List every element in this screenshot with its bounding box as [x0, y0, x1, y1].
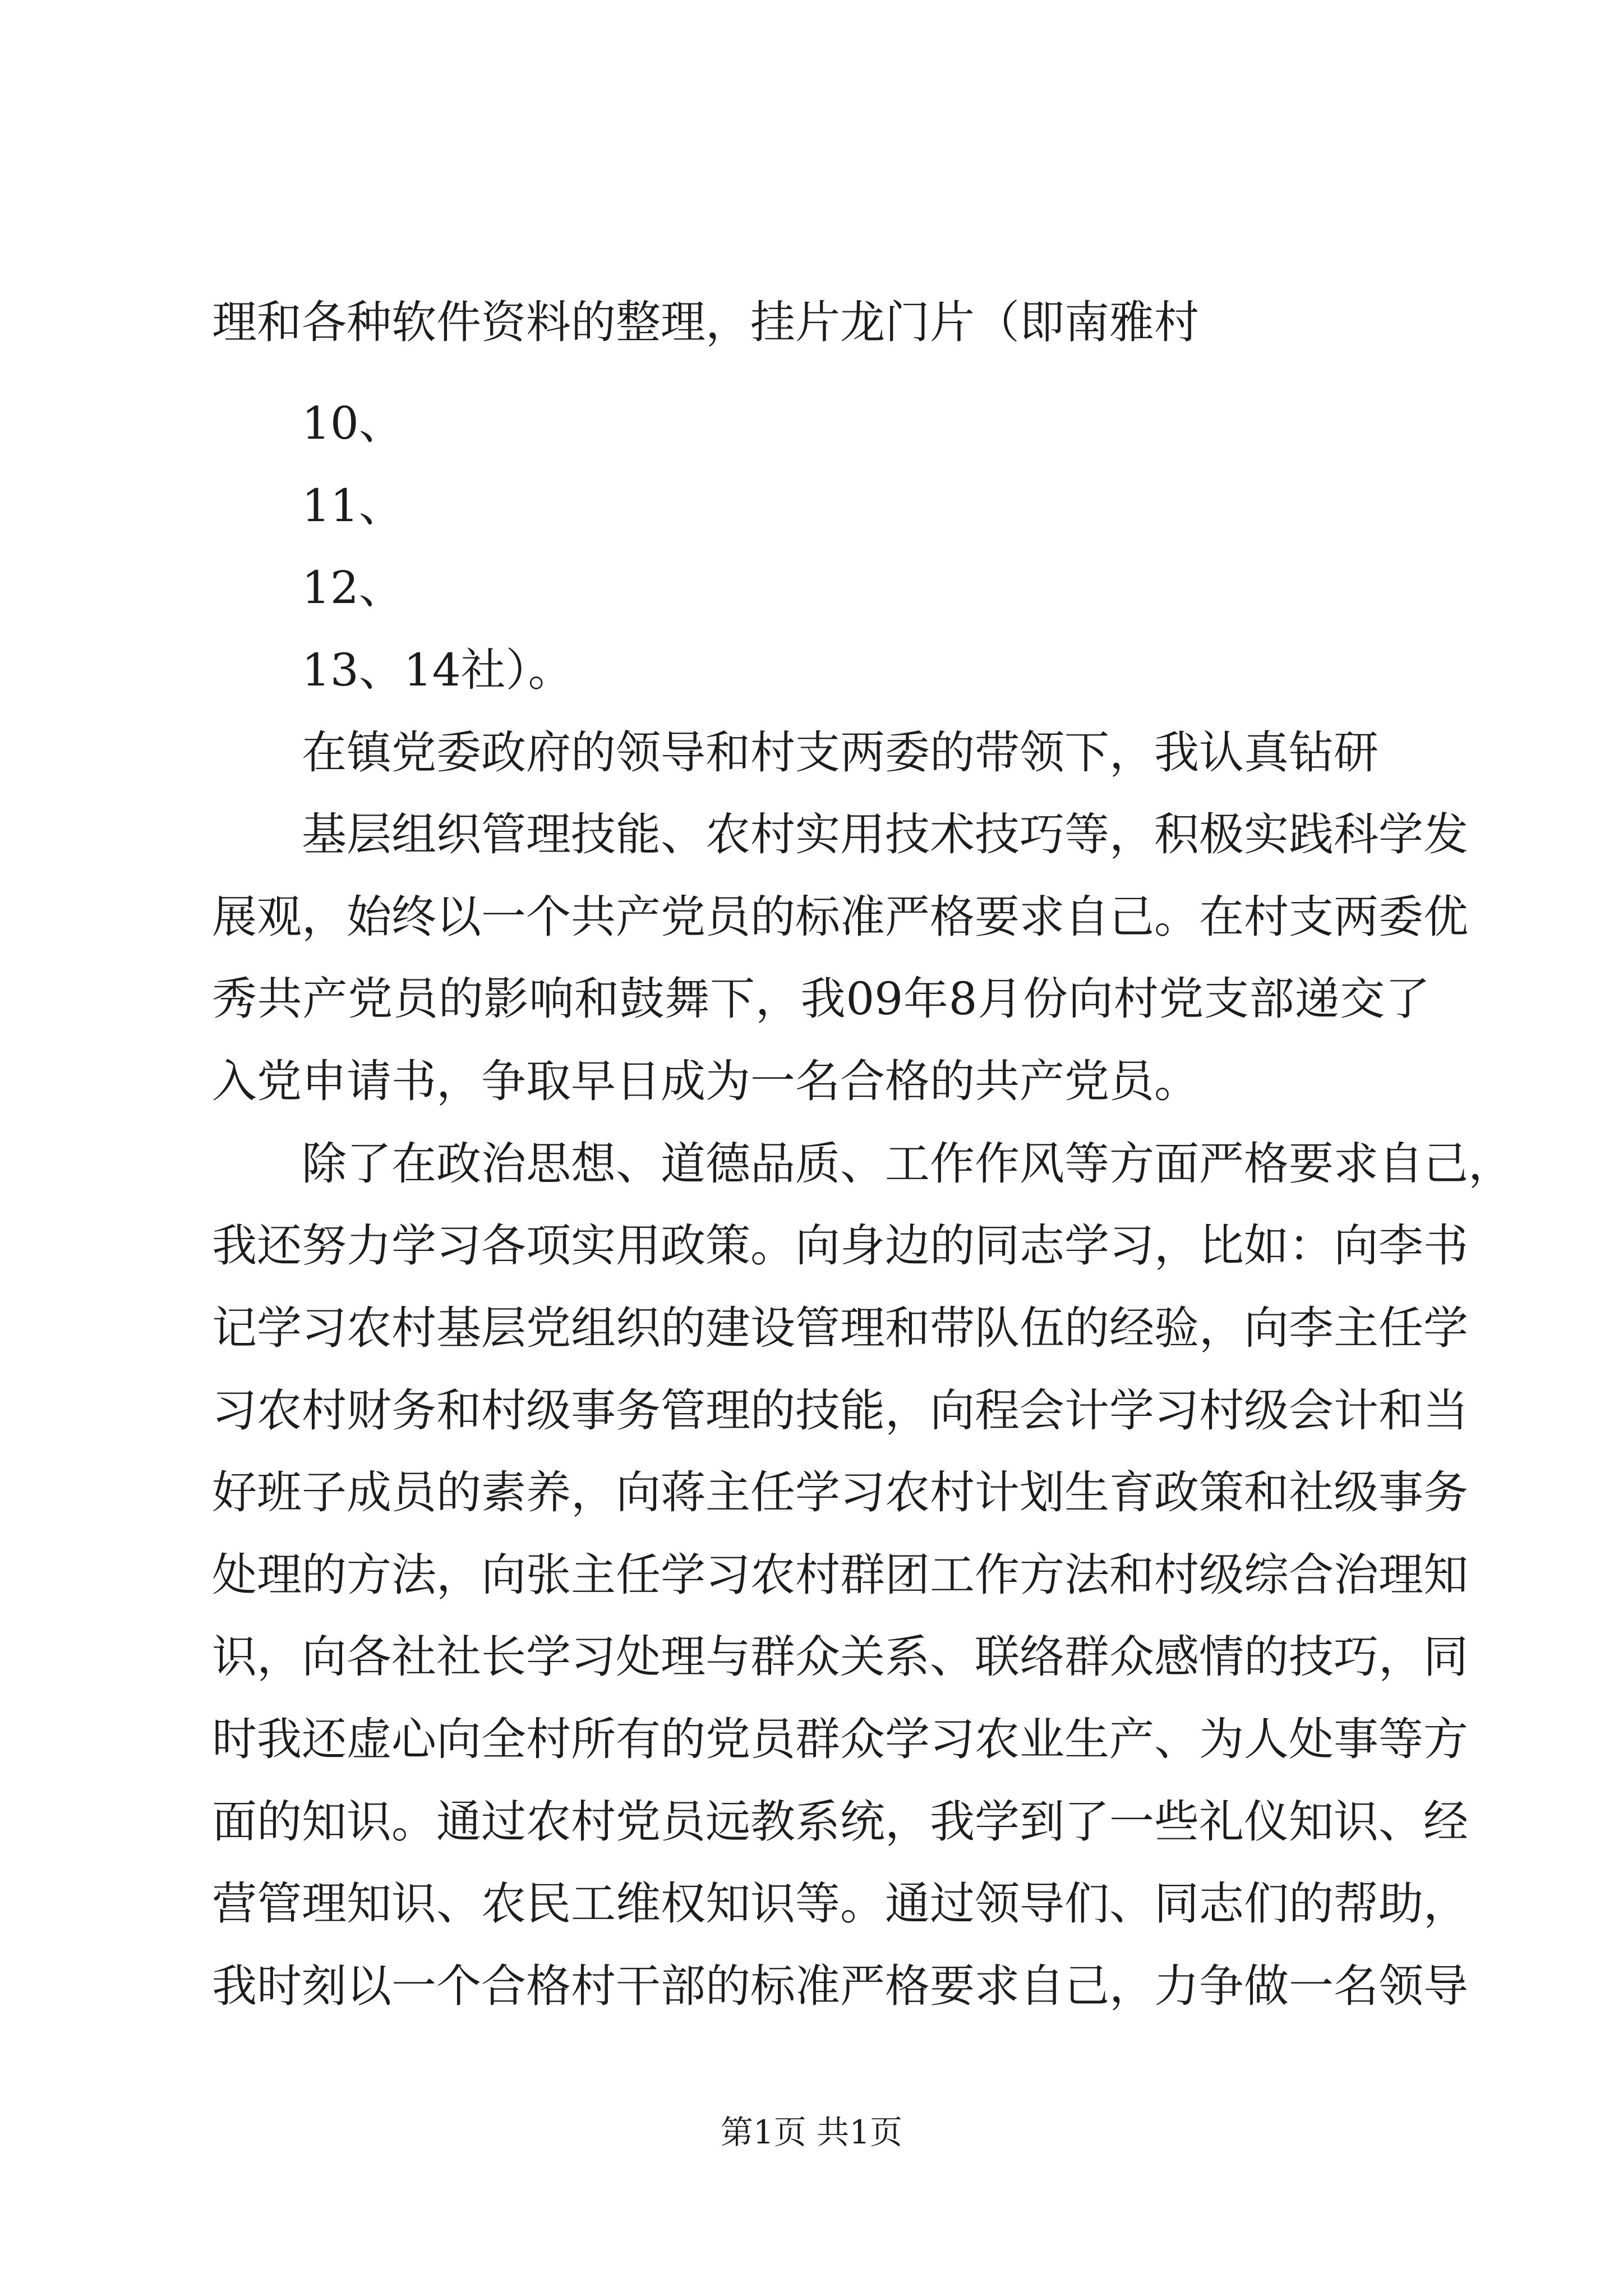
text-line: 在镇党委政府的领导和村支两委的带领下，我认真钻研 [302, 726, 1378, 779]
text-line: 处理的方法，向张主任学习农村群团工作方法和村级综合治理知 [212, 1549, 1468, 1601]
text-line: 展观，始终以一个共产党员的标准严格要求自己。在村支两委优 [212, 891, 1468, 943]
text-line: 我还努力学习各项实用政策。向身边的同志学习，比如：向李书 [212, 1220, 1468, 1272]
text-line: 11、 [302, 480, 404, 532]
text-line: 12、 [302, 562, 404, 614]
text-line: 10、 [302, 397, 404, 449]
page-footer: 第1页 共1页 [720, 2113, 903, 2151]
text-line: 基层组织管理技能、农村实用技术技巧等，积极实践科学发 [302, 808, 1468, 861]
text-line: 记学习农村基层党组织的建设管理和带队伍的经验，向李主任学 [212, 1302, 1468, 1354]
text-line: 识，向各社社长学习处理与群众关系、联络群众感情的技巧，同 [212, 1631, 1468, 1683]
text-line: 营管理知识、农民工维权知识等。通过领导们、同志们的帮助， [212, 1878, 1468, 1930]
text-line: 时我还虚心向全村所有的党员群众学习农业生产、为人处事等方 [212, 1713, 1468, 1765]
text-line: 秀共产党员的影响和鼓舞下，我09年8月份向村党支部递交了 [212, 973, 1430, 1025]
text-line: 除了在政治思想、道德品质、工作作风等方面严格要求自己， [302, 1138, 1513, 1190]
text-line: 好班子成员的素养，向蒋主任学习农村计划生育政策和社级事务 [212, 1466, 1468, 1519]
text-line: 理和各种软件资料的整理，挂片龙门片（即南雅村 [212, 296, 1199, 348]
text-line: 习农村财务和村级事务管理的技能，向程会计学习村级会计和当 [212, 1384, 1468, 1437]
text-line: 13、14社）。 [302, 644, 573, 696]
text-line: 面的知识。通过农村党员远教系统，我学到了一些礼仪知识、经 [212, 1796, 1468, 1848]
text-line: 我时刻以一个合格村干部的标准严格要求自己，力争做一名领导 [212, 1960, 1468, 2012]
text-line: 入党申请书，争取早日成为一名合格的共产党员。 [212, 1055, 1199, 1107]
